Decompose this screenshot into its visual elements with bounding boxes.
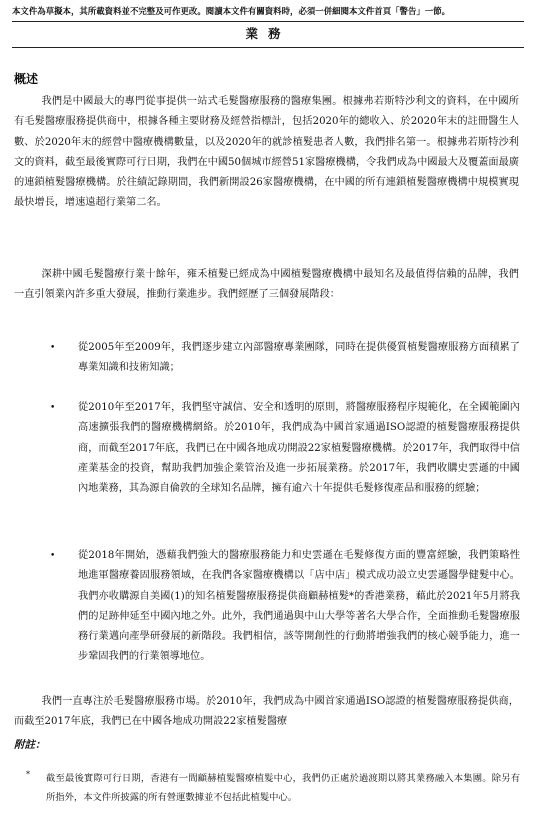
- footnote-marker: *: [26, 770, 30, 779]
- draft-warning-banner: 本文件為草擬本，其所載資料並不完整及可作更改。閱讀本文件有關資料時，必須一併細閱本文件首頁「警告」一節。: [12, 6, 451, 16]
- list-item-text: 從2018年開始，憑藉我們強大的醫療服務能力和史雲遜在毛髮修復方面的豐富經驗，我們策略性地進軍醫療養固服務領域，在我們各家醫療機構以「店中店」模式成功設立史雲遜醫學健髮中心。我們亦收購源自美國(1)的知名植髮醫療服務提供商顧赫植髮*的香港業務，藉此於2021年5月將我們的足跡伸延至中國內地之外。此外，我們通過與中山大學等著名大學合作，全面推動毛髮醫療服務行業邁向產學研發展的新階段。我們相信，該等開創性的行動將增強我們的核心競爭能力，進一步鞏固我們的行業領導地位。: [78, 550, 520, 663]
- footnote-text: 截至最後實際可行日期，香港有一間顧赫植髮醫療植髮中心，我們仍正處於過渡期以將其業務融入本集團。除另有所指外，本文件所披露的所有營運數據並不包括此植髮中心。: [46, 773, 520, 803]
- list-item-text: 從2010年至2017年，我們堅守誠信、安全和透明的原則，將醫療服務程序規範化，在全國範圍內高速擴張我們的醫療機構網絡。於2010年，我們成為中國首家通過ISO認證的植髮醫療服務提供商，而截至2017年底，我們已在中國各地成功開設22家植髮醫療機構。於2017年，我們取得中信產業基金的投資，幫助我們加強企業管治及進一步拓展業務。於2017年，我們收購史雲遜的中國內地業務，其為源自倫敦的全球知名品牌，擁有逾六十年提供毛髮修復產品和服務的經驗；: [78, 402, 520, 495]
- notes-heading: 附註：: [14, 739, 46, 751]
- bullet-icon: •: [50, 343, 56, 353]
- list-item-text: 從2005年至2009年，我們逐步建立內部醫療專業團隊，同時在提供優質植髮醫療服務方面積累了專業知識和技術知識；: [78, 342, 520, 374]
- bullet-icon: •: [50, 551, 56, 561]
- banner-divider: [12, 21, 524, 22]
- section-title: 業務: [245, 26, 291, 41]
- paragraph-development-stages: 深耕中國毛髮醫療行業十餘年，雍禾植髮已經成為中國植髮醫療機構中最知名及最值得信賴的品牌，我們一直引領業內許多重大發展，推動行業進步。我們經歷了三個發展階段：: [14, 269, 519, 301]
- section-divider: [12, 47, 524, 48]
- paragraph-market-focus: 我們一直專注於毛髮醫療服務市場。於2010年，我們成為中國首家通過ISO認證的植髮醫療服務提供商，而截至2017年底，我們已在中國各地成功開設22家植髮醫療: [14, 696, 519, 728]
- overview-heading: 概述: [14, 72, 39, 86]
- bullet-icon: •: [50, 403, 56, 413]
- paragraph-company-overview: 我們是中國最大的專門從事提供一站式毛髮醫療服務的醫療集團。根據弗若斯特沙利文的資料，在中國所有毛髮醫療服務提供商中，根據各種主要財務及經營指標計，包括2020年的總收入、於2020年末的註冊醫生人數、於2020年末的經營中醫療機構數量，以及2020年的就診植髮患者人數，我們排名第一。根據弗若斯特沙利文的資料，截至最後實際可行日期，我們在中國50個城市經營51家醫療機構，令我們成為中國最大及覆蓋面最廣的連鎖植髮醫療機構。於往績記錄期間，我們新開設26家醫療機構，在中國的所有連鎖植髮醫療機構中規模實現最快增長，增速遠超行業第二名。: [14, 96, 519, 209]
